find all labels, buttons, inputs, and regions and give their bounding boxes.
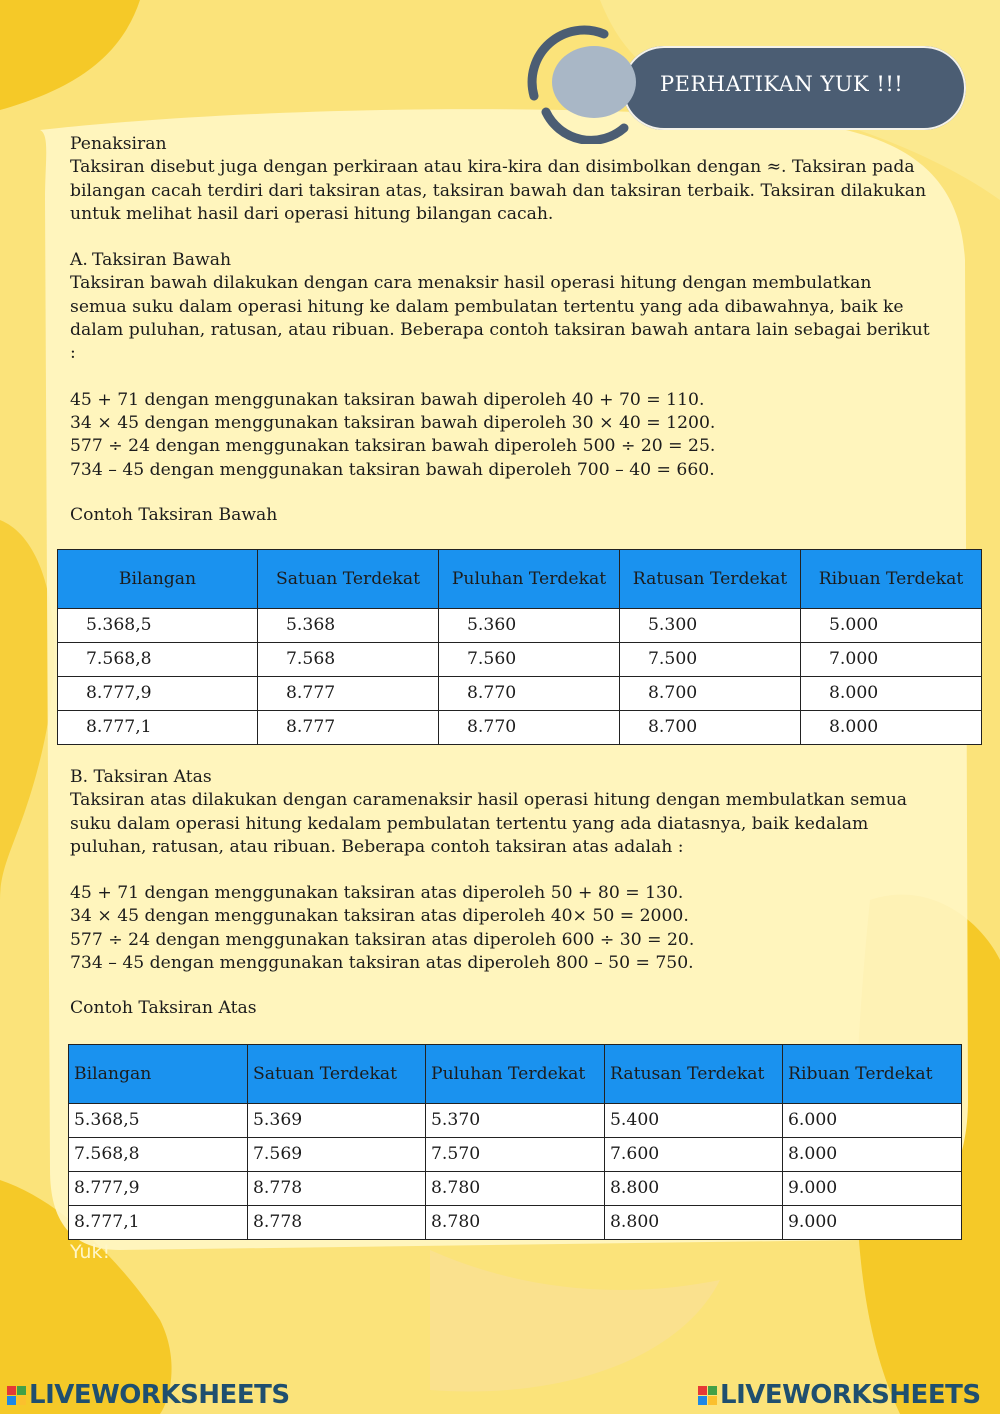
table-b-caption: Contoh Taksiran Atas [70, 998, 257, 1019]
table-row [58, 677, 982, 711]
intro-title: Penaksiran [70, 134, 167, 154]
table-cell: 5.370 [426, 1104, 605, 1138]
section-b-title: B. Taksiran Atas [70, 767, 212, 787]
table-row [58, 609, 982, 643]
table-cell: 8.800 [605, 1172, 783, 1206]
table-row [69, 1138, 962, 1172]
table-cell: 8.777 [258, 677, 439, 711]
section-b-example: 34 × 45 dengan menggunakan taksiran atas diperoleh 40× 50 = 2000. [70, 906, 689, 927]
table-cell: 7.569 [248, 1138, 426, 1172]
table-cell: 8.780 [426, 1206, 605, 1240]
table-cell: 8.770 [439, 677, 620, 711]
table-cell: 5.369 [248, 1104, 426, 1138]
table-cell: 5.400 [605, 1104, 783, 1138]
table-cell: 8.000 [783, 1138, 962, 1172]
column-header: Ribuan Terdekat [801, 550, 982, 609]
table-cell: 5.300 [620, 609, 801, 643]
table-row [69, 1104, 962, 1138]
table-cell: 9.000 [783, 1206, 962, 1240]
section-a-letter: A. [70, 250, 88, 271]
column-header: Puluhan Terdekat [426, 1045, 605, 1104]
intro-paragraph: Taksiran disebut juga dengan perkiraan atau kira-kira dan disimbolkan dengan ≈. Taksiran pada bilangan cacah terdiri dari taksiran atas, taksiran bawah dan taksiran terbaik. Taksiran dilakukan untuk melihat hasil dari operasi hitung bilangan cacah. [70, 157, 927, 224]
table-cell: 7.500 [620, 643, 801, 677]
column-header: Bilangan [69, 1045, 248, 1104]
column-header: Ratusan Terdekat [605, 1045, 783, 1104]
table-cell: 8.777,9 [69, 1172, 248, 1206]
column-header: Satuan Terdekat [258, 550, 439, 609]
liveworksheets-grid-icon [7, 1386, 26, 1405]
section-a-example: 45 + 71 dengan menggunakan taksiran bawah diperoleh 40 + 70 = 110. [70, 389, 705, 410]
section-b-example: 734 – 45 dengan menggunakan taksiran atas diperoleh 800 – 50 = 750. [70, 953, 694, 974]
table-cell: 8.780 [426, 1172, 605, 1206]
section-b-paragraph: Taksiran atas dilakukan dengan caramenaksir hasil operasi hitung dengan membulatkan semua suku dalam operasi hitung kedalam pembulatan tertentu yang ada diatasnya, baik kedalam puluhan, ratusan, atau ribuan. Beberapa contoh taksiran atas adalah : [70, 790, 908, 857]
table-cell: 9.000 [783, 1172, 962, 1206]
table-cell: 7.568,8 [69, 1138, 248, 1172]
table-row [69, 1172, 962, 1206]
table-cell: 8.800 [605, 1206, 783, 1240]
table-cell: 8.000 [801, 677, 982, 711]
table-row [69, 1206, 962, 1240]
section-b-example: 577 ÷ 24 dengan menggunakan taksiran atas diperoleh 600 ÷ 30 = 20. [70, 929, 695, 950]
liveworksheets-grid-icon [698, 1386, 717, 1405]
table-cell: 5.368,5 [58, 609, 258, 643]
table-cell: 8.770 [439, 711, 620, 745]
table-cell: 8.778 [248, 1206, 426, 1240]
taksiran-bawah-table [57, 549, 982, 745]
table-header-row [58, 550, 982, 609]
table-header-row [69, 1045, 962, 1104]
table-cell: 7.570 [426, 1138, 605, 1172]
table-cell: 8.777,1 [69, 1206, 248, 1240]
table-cell: 8.778 [248, 1172, 426, 1206]
table-row [58, 711, 982, 745]
table-cell: 8.777,9 [58, 677, 258, 711]
table-cell: 8.000 [801, 711, 982, 745]
section-b-content [70, 766, 930, 1021]
section-a-example: 734 – 45 dengan menggunakan taksiran bawah diperoleh 700 – 40 = 660. [70, 459, 715, 480]
logo-text: LIVEWORKSHEETS [29, 1380, 290, 1410]
table-cell: 5.000 [801, 609, 982, 643]
header-title: PERHATIKAN YUK !!! [660, 72, 904, 96]
table-cell: 7.000 [801, 643, 982, 677]
table-cell: 8.700 [620, 711, 801, 745]
column-header: Ratusan Terdekat [620, 550, 801, 609]
column-header: Ribuan Terdekat [783, 1045, 962, 1104]
table-cell: 8.700 [620, 677, 801, 711]
section-a-heading [70, 249, 930, 272]
section-a-example: 34 × 45 dengan menggunakan taksiran bawah diperoleh 30 × 40 = 1200. [70, 412, 716, 433]
table-cell: 8.777 [258, 711, 439, 745]
logo-text: LIVEWORKSHEETS [720, 1380, 981, 1410]
yuk-watermark: Yuk! [70, 1241, 111, 1263]
table-cell: 5.368 [258, 609, 439, 643]
table-cell: 5.368,5 [69, 1104, 248, 1138]
table-cell: 7.600 [605, 1138, 783, 1172]
worksheet-content [70, 133, 930, 527]
table-cell: 7.568 [258, 643, 439, 677]
table-a-caption: Contoh Taksiran Bawah [70, 504, 278, 525]
section-b-example: 45 + 71 dengan menggunakan taksiran atas diperoleh 50 + 80 = 130. [70, 883, 684, 904]
liveworksheets-logo[interactable] [698, 1380, 981, 1410]
column-header: Bilangan [58, 550, 258, 609]
table-cell: 5.360 [439, 609, 620, 643]
liveworksheets-logo[interactable] [7, 1380, 290, 1410]
section-a-title: Taksiran Bawah [92, 250, 232, 271]
header-circle-decoration [552, 46, 636, 118]
column-header: Puluhan Terdekat [439, 550, 620, 609]
taksiran-atas-table [68, 1044, 962, 1240]
section-a-example: 577 ÷ 24 dengan menggunakan taksiran bawah diperoleh 500 ÷ 20 = 25. [70, 436, 716, 457]
table-cell: 6.000 [783, 1104, 962, 1138]
section-a-paragraph: Taksiran bawah dilakukan dengan cara menaksir hasil operasi hitung dengan membulatkan semua suku dalam operasi hitung ke dalam pembulatan tertentu yang ada dibawahnya, baik ke dalam puluhan, ratusan, atau ribuan. Beberapa contoh taksiran bawah antara lain sebagai berikut : [70, 273, 930, 364]
table-row [58, 643, 982, 677]
table-cell: 7.560 [439, 643, 620, 677]
column-header: Satuan Terdekat [248, 1045, 426, 1104]
table-cell: 8.777,1 [58, 711, 258, 745]
table-cell: 7.568,8 [58, 643, 258, 677]
